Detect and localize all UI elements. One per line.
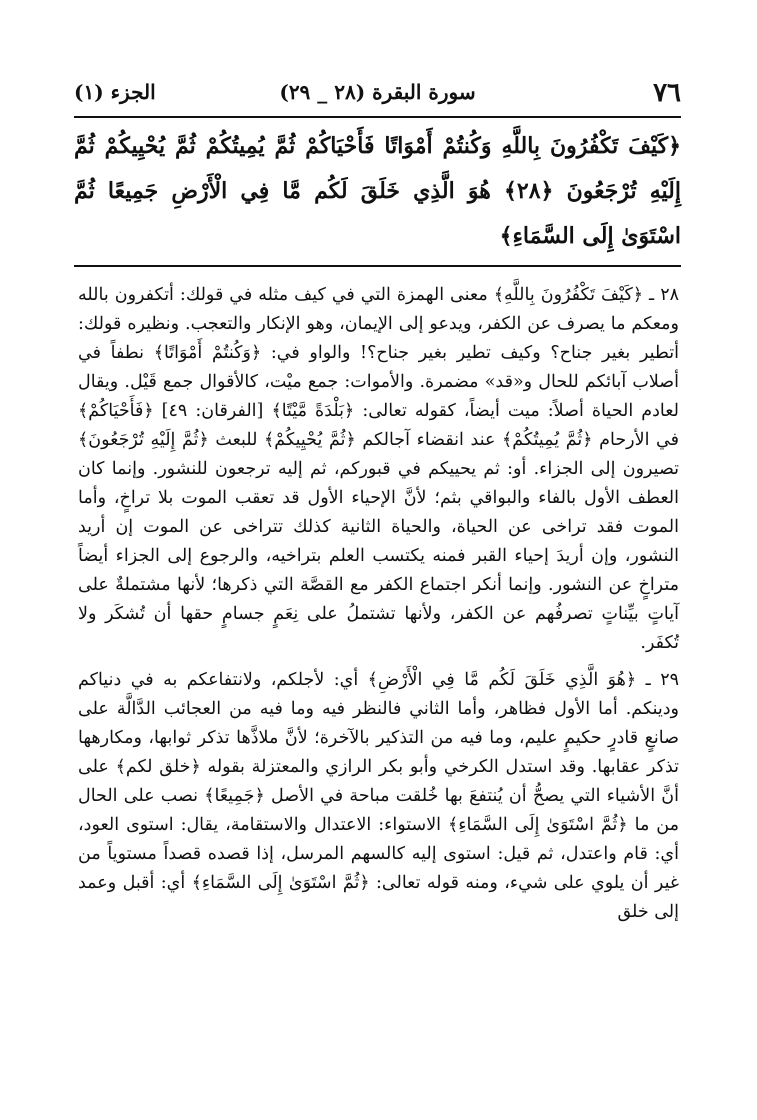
commentary-block <box>78 281 679 927</box>
part-label: الجزء (١) <box>74 80 156 104</box>
page-number: ٧٦ <box>653 78 681 108</box>
page-header <box>74 76 681 112</box>
verse-divider <box>74 265 681 267</box>
commentary-paragraph-29: ٢٩ ـ ﴿هُوَ الَّذِي خَلَقَ لَكُم مَّا فِي الْأَرْضِ﴾ أي: لأجلكم، ولانتفاعكم به في دنياكم ودينكم. أما الأول فظاهر، وأما الثاني فالنظر فيه وما فيه من العجائب الدَّالَّة على صانعٍ قادرٍ حكيمٍ عليم، وما فيه من التذكير بالآخرة؛ لأنَّ ملاذَّها تذكر ثوابها، ومكارهها تذكر عقابها. وقد استدل الكرخي وأبو بكر الرازي والمعتزلة بقوله ﴿خلق لكم﴾ على أنَّ الأشياء التي يصحُّ أن يُنتفعَ بها خُلقت مباحة في الأصل ﴿جَمِيعًا﴾ نصب على الحال من ما ﴿ثُمَّ اسْتَوَىٰ إِلَى السَّمَاءِ﴾ الاستواء: الاعتدال والاستقامة، يقال: استوى العود، أي: قام واعتدل، ثم قيل: استوى إليه كالسهم المرسل، إذا قصده قصداً مستوياً من غير أن يلوي على شيء، ومنه قوله تعالى: ﴿ثُمَّ اسْتَوَىٰ إِلَى السَّمَاءِ﴾ أي: أقبل وعمد إلى خلق <box>78 670 679 922</box>
commentary-paragraph-28: ٢٨ ـ ﴿كَيْفَ تَكْفُرُونَ بِاللَّهِ﴾ معنى الهمزة التي في كيف مثله في قولك: أتكفرون بالله ومعكم ما يصرف عن الكفر، ويدعو إلى الإيمان، وهو الإنكار والتعجب. ونظيره قولك: أتطير بغير جناح؟ وكيف تطير بغير جناح؟! والواو في: ﴿وَكُنتُمْ أَمْوَاتًا﴾ نطفاً في أصلاب آبائكم للحال و«قد» مضمرة. والأموات: جمع ميْت، كالأقوال جمع قَيْل. ويقال لعادم الحياة أصلاً: ميت أيضاً، كقوله تعالى: ﴿بَلْدَةً مَّيْتًا﴾ [الفرقان: ٤٩] ﴿فَأَحْيَاكُمْ﴾ في الأرحام ﴿ثُمَّ يُمِيتُكُمْ﴾ عند انقضاء آجالكم ﴿ثُمَّ يُحْيِيكُمْ﴾ للبعث ﴿ثُمَّ إِلَيْهِ تُرْجَعُونَ﴾ تصيرون إلى الجزاء. أو: ثم يحييكم في قبوركم، ثم إليه ترجعون للنشور. وإنما كان العطف الأول بالفاء والبواقي بثم؛ لأنَّ الإحياء الأول قد تعقب الموت بلا تراخٍ، وأما الموت فقد تراخى عن الحياة، والحياة الثانية كذلك تتراخى عن الموت إن أريد النشور، وإن أريدَ إحياء القبر فمنه يكتسب العلم بتراخيه، والرجوع إلى الجزاء أيضاً متراخٍ عن النشور. وإنما أنكر اجتماع الكفر مع القصَّة التي ذكرها؛ لأنها مشتملةٌ على آياتٍ بيِّناتٍ تصرفُهم عن الكفر، ولأنها تشتملُ على نِعَمٍ جسامٍ حقها أن تُشكَر ولا تُكفَر. <box>78 285 679 653</box>
quran-verse-block: ﴿كَيْفَ تَكْفُرُونَ بِاللَّهِ وَكُنتُمْ أَمْوَاتًا فَأَحْيَاكُمْ ثُمَّ يُمِيتُكُمْ ثُمَّ يُحْيِيكُمْ ثُمَّ إِلَيْهِ تُرْجَعُونَ ﴿٢٨﴾ هُوَ الَّذِي خَلَقَ لَكُم مَّا فِي الْأَرْضِ جَمِيعًا ثُمَّ اسْتَوَىٰ إِلَى السَّمَاءِ﴾ <box>74 133 681 249</box>
header-divider <box>74 116 681 118</box>
surah-title: سورة البقرة (٢٨ _ ٢٩) <box>279 80 476 104</box>
